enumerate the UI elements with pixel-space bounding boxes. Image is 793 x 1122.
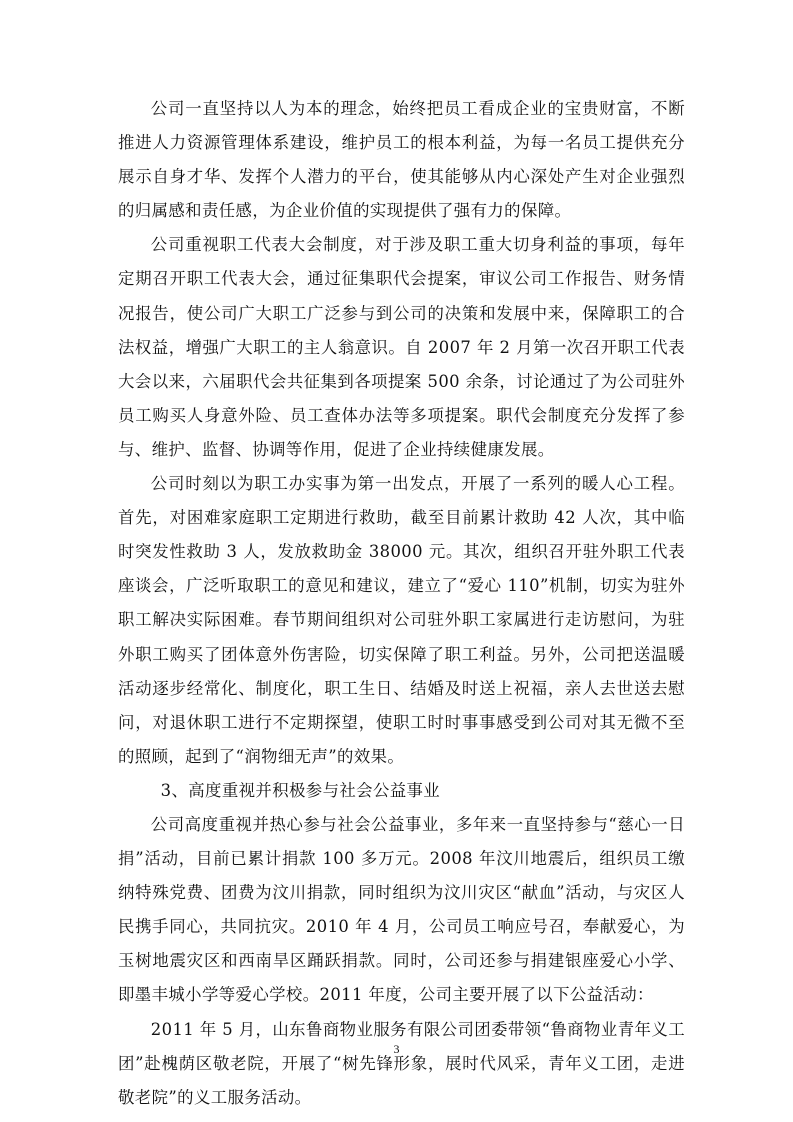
section-heading: 3、高度重视并积极参与社会公益事业	[160, 780, 441, 800]
paragraph-workers-congress: 公司重视职工代表大会制度，对于涉及职工重大切身利益的事项，每年定期召开职工代表大会，通过征集职代会提案，审议公司工作报告、财务情况报告，使公司广大职工广泛参与到公司的决策和发展中来，保障职工的合法权益，增强广大职工的主人翁意识。自 2007 年 2 月第一次召开职工代表大会以来，六届职代会共征集到各项提案 500 余条，讨论通过了为公司驻外员工购买人身意外险、员工查体办法等多项提案。职代会制度充分发挥了参与、维护、监督、协调等作用，促进了企业持续健康发展。	[118, 235, 685, 459]
paragraph-public-welfare: 公司高度重视并热心参与社会公益事业，多年来一直坚持参与“慈心一日捐”活动，目前已累计捐款 100 多万元。2008 年汶川地震后，组织员工缴纳特殊党费、团费为汶川捐款，同时组织为汶川灾区“献血”活动，与灾区人民携手同心，共同抗灾。2010 年 4 月，公司员工响应号召，奉献爱心，为玉树地震灾区和西南旱区踊跃捐款。同时，公司还参与捐建银座爱心小学、即墨丰城小学等爱心学校。2011 年度，公司主要开展了以下公益活动：	[118, 814, 685, 1005]
paragraph-people-oriented: 公司一直坚持以人为本的理念，始终把员工看成企业的宝贵财富，不断推进人力资源管理体系建设，维护员工的根本利益，为每一名员工提供充分展示自身才华、发挥个人潜力的平台，使其能够从内心深处产生对企业强烈的归属感和责任感，为企业价值的实现提供了强有力的保障。	[118, 99, 685, 221]
page-number: 3	[393, 1042, 400, 1056]
paragraph-warm-hearts-project: 公司时刻以为职工办实事为第一出发点，开展了一系列的暖人心工程。首先，对困难家庭职工定期进行救助，截至目前累计救助 42 人次，其中临时突发性救助 3 人，发放救助金 38000 元。其次，组织召开驻外职工代表座谈会，广泛听取职工的意见和建议，建立了“爱心 110”机制，切实为驻外职工解决实际困难。春节期间组织对公司驻外职工家属进行走访慰问，为驻外职工购买了团体意外伤害险，切实保障了职工利益。另外，公司把送温暖活动逐步经常化、制度化，职工生日、结婚及时送上祝福，亲人去世送去慰问，对退休职工进行不定期探望，使职工时时事事感受到公司对其无微不至的照顾，起到了“润物细无声”的效果。	[118, 474, 685, 766]
paragraph-volunteer-activity: 2011 年 5 月，山东鲁商物业服务有限公司团委带领“鲁商物业青年义工团”赴槐荫区敬老院，开展了“树先锋形象，展时代风采，青年义工团，走进敬老院”的义工服务活动。	[118, 1019, 685, 1107]
document-body	[118, 92, 685, 1115]
